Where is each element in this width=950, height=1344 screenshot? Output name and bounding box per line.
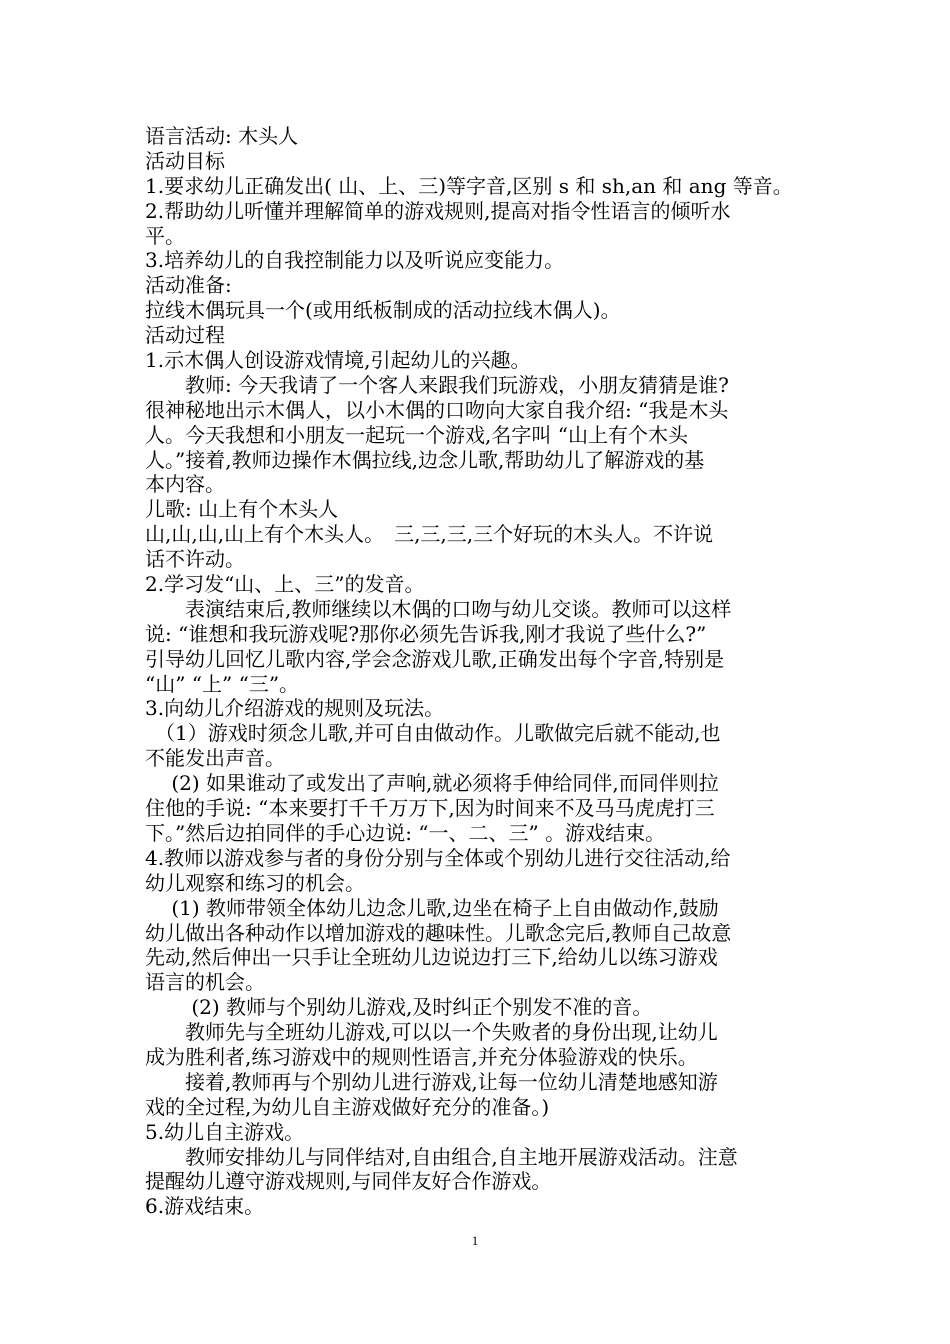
page-number: 1: [471, 1233, 479, 1248]
text-line: 拉线木偶玩具一个(或用纸板制成的活动拉线木偶人)。: [145, 298, 621, 323]
text-line: 活动目标: [145, 148, 225, 173]
text-line: 先动,然后伸出一只手让全班幼儿边说边打三下,给幼儿以练习游戏: [145, 945, 718, 970]
text-line: 幼儿做出各种动作以增加游戏的趣味性。儿歌念完后,教师自己故意: [145, 920, 732, 945]
text-line: 人。”接着,教师边操作木偶拉线,边念儿歌,帮助幼儿了解游戏的基: [145, 447, 705, 472]
text-line: 话不许动。: [145, 547, 245, 572]
text-line: 成为胜利者,练习游戏中的规则性语言,并充分体验游戏的快乐。: [145, 1044, 698, 1069]
text-line: 1.示木偶人创设游戏情境,引起幼儿的兴趣。: [145, 348, 531, 373]
text-line: 表演结束后,教师继续以木偶的口吻与幼儿交谈。教师可以这样: [145, 596, 732, 621]
text-line: 儿歌: 山上有个木头人: [145, 497, 339, 522]
text-line: (2) 教师与个别幼儿游戏,及时纠正个别发不准的音。: [145, 995, 653, 1020]
text-line: 下。”然后边拍同伴的手心边说: “一、二、三” 。游戏结束。: [145, 820, 666, 845]
text-line: 说: “谁想和我玩游戏呢?那你必须先告诉我,刚才我说了些什么?”: [145, 621, 707, 646]
text-line: （1）游戏时须念儿歌,并可自由做动作。儿歌做完后就不能动,也: [145, 721, 721, 746]
text-line: 活动过程: [145, 323, 225, 348]
text-line: 2.学习发“山、上、三”的发音。: [145, 572, 425, 597]
text-line: (2) 如果谁动了或发出了声响,就必须将手伸给同伴,而同伴则拉: [145, 771, 719, 796]
text-line: 教师: 今天我请了一个客人来跟我们玩游戏，小朋友猜猜是谁?: [145, 372, 729, 397]
text-line: 3.培养幼儿的自我控制能力以及听说应变能力。: [145, 248, 565, 273]
text-line: 语言的机会。: [145, 970, 265, 995]
text-line: 2.帮助幼儿听懂并理解简单的游戏规则,提高对指令性语言的倾听水: [145, 198, 731, 223]
text-line: 戏的全过程,为幼儿自主游戏做好充分的准备。): [145, 1094, 550, 1119]
text-line: 活动准备:: [145, 273, 232, 298]
text-line: (1) 教师带领全体幼儿边念儿歌,边坐在椅子上自由做动作,鼓励: [145, 895, 719, 920]
text-line: 很神秘地出示木偶人，以小木偶的口吻向大家自我介绍: “我是木头: [145, 397, 729, 422]
text-line: 山,山,山,山上有个木头人。 三,三,三,三个好玩的木头人。不许说: [145, 522, 714, 547]
text-line: 4.教师以游戏参与者的身份分别与全体或个别幼儿进行交往活动,给: [145, 845, 731, 870]
text-line: 本内容。: [145, 472, 225, 497]
text-line: 教师先与全班幼儿游戏,可以以一个失败者的身份出现,让幼儿: [145, 1020, 718, 1045]
text-line: 不能发出声音。: [145, 746, 285, 771]
text-line: 人。今天我想和小朋友一起玩一个游戏,名字叫 “山上有个木头: [145, 422, 688, 447]
text-line: 接着,教师再与个别幼儿进行游戏,让每一位幼儿清楚地感知游: [145, 1069, 718, 1094]
text-line: 6.游戏结束。: [145, 1194, 265, 1219]
text-line: 3.向幼儿介绍游戏的规则及玩法。: [145, 696, 445, 721]
text-line: 5.幼儿自主游戏。: [145, 1119, 305, 1144]
text-line: 1.要求幼儿正确发出( 山、上、三)等字音,区别 s 和 sh,an 和 ang 等音。: [145, 173, 793, 198]
text-line: 住他的手说: “本来要打千千万万下,因为时间来不及马马虎虎打三: [145, 796, 715, 821]
text-line: 语言活动: 木头人: [145, 124, 299, 148]
text-line: 提醒幼儿遵守游戏规则,与同伴友好合作游戏。: [145, 1169, 552, 1194]
text-line: “山” “上” “三”。: [145, 671, 300, 696]
text-line: 幼儿观察和练习的机会。: [145, 870, 365, 895]
text-line: 平。: [145, 223, 185, 248]
text-line: 引导幼儿回忆儿歌内容,学会念游戏儿歌,正确发出每个字音,特别是: [145, 646, 725, 671]
text-line: 教师安排幼儿与同伴结对,自由组合,自主地开展游戏活动。注意: [145, 1144, 738, 1169]
document-body: [145, 124, 815, 1219]
